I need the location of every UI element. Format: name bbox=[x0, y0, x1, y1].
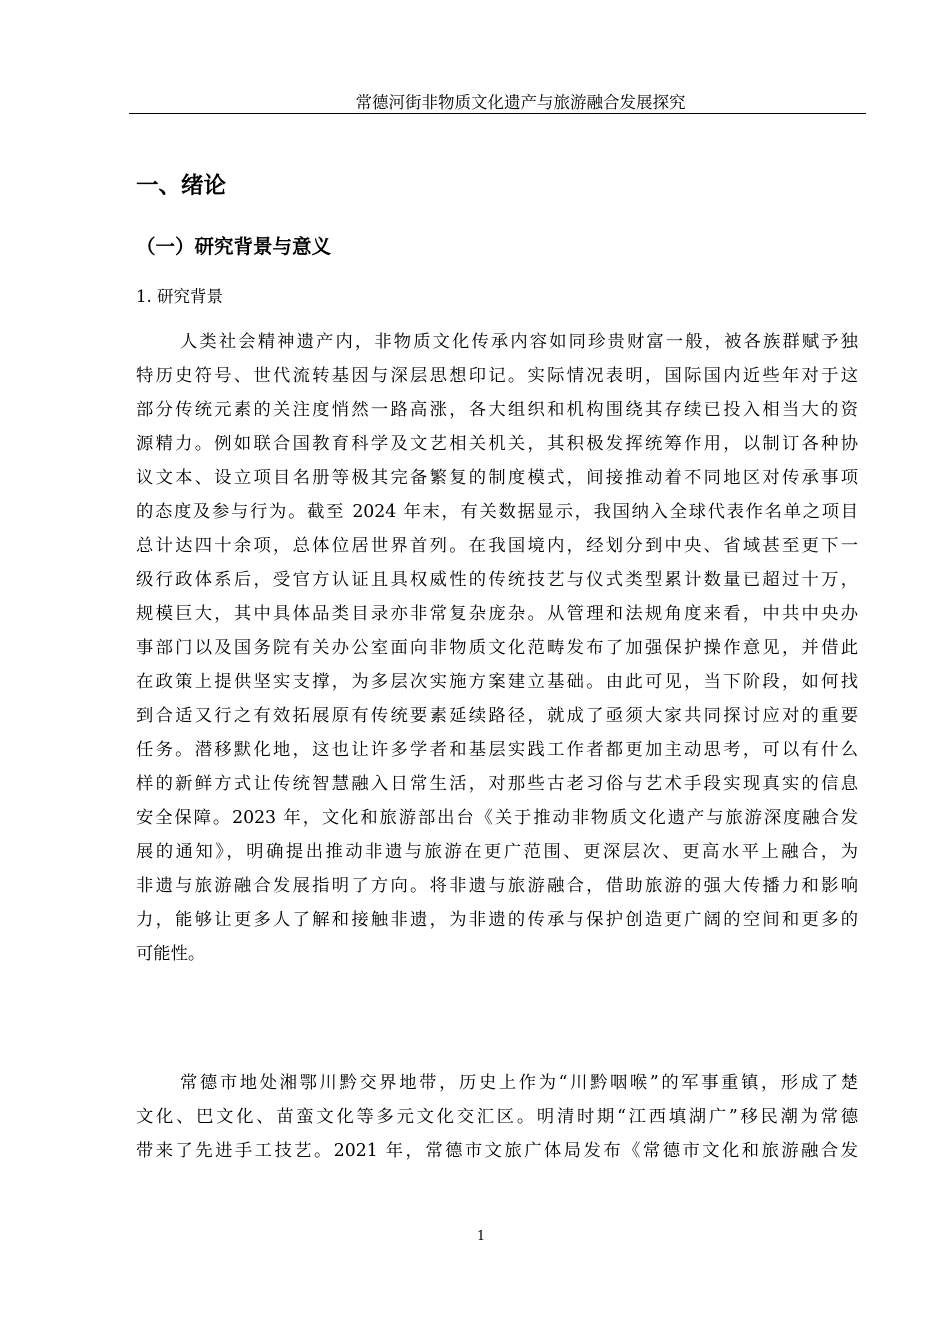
chapter-heading: 一、绪论 bbox=[136, 173, 227, 199]
paragraph-line: 事部门以及国务院有关办公室面向非物质文化范畴发布了加强保护操作意见，并借此 bbox=[136, 638, 858, 658]
paragraph-line: 非遗与旅游融合发展指明了方向。将非遗与旅游融合，借助旅游的强大传播力和影响 bbox=[136, 876, 858, 896]
paragraph-line: 人类社会精神遗产内，非物质文化传承内容如同珍贵财富一般，被各族群赋予独 bbox=[180, 332, 858, 352]
paragraph-line: 展的通知》，明确提出推动非遗与旅游在更广范围、更深层次、更高水平上融合，为 bbox=[136, 842, 858, 862]
section-heading: （一）研究背景与意义 bbox=[136, 235, 332, 258]
paragraph-line: 到合适又行之有效拓展原有传统要素延续路径，就成了亟须大家共同探讨应对的重要 bbox=[136, 706, 858, 726]
paragraph-line: 级行政体系后，受官方认证且具权威性的传统技艺与仪式类型累计数量已超过十万， bbox=[136, 570, 858, 590]
paragraph-line: 力，能够让更多人了解和接触非遗，为非遗的传承与保护创造更广阔的空间和更多的 bbox=[136, 910, 858, 930]
subsection-heading: 1. 研究背景 bbox=[136, 287, 223, 306]
page-number: 1 bbox=[476, 1229, 486, 1244]
paragraph-line: 常德市地处湘鄂川黔交界地带，历史上作为“川黔咽喉”的军事重镇，形成了楚 bbox=[180, 1073, 858, 1093]
paragraph-line: 规模巨大，其中具体品类目录亦非常复杂庞杂。从管理和法规角度来看，中共中央办 bbox=[136, 604, 858, 624]
paragraph-line: 安全保障。2023 年，文化和旅游部出台《关于推动非物质文化遗产与旅游深度融合发 bbox=[136, 808, 858, 828]
paragraph-line: 特历史符号、世代流转基因与深层思想印记。实际情况表明，国际国内近些年对于这 bbox=[136, 366, 858, 386]
paragraph-line: 源精力。例如联合国教育科学及文艺相关机关，其积极发挥统筹作用，以制订各种协 bbox=[136, 434, 858, 454]
running-header bbox=[129, 92, 866, 114]
paragraph-line: 的态度及参与行为。截至 2024 年末，有关数据显示，我国纳入全球代表作名单之项目 bbox=[136, 502, 858, 522]
paragraph-line: 可能性。 bbox=[136, 944, 206, 964]
paragraph-1 bbox=[136, 325, 858, 971]
paragraph-line: 在政策上提供坚实支撑，为多层次实施方案建立基础。由此可见，当下阶段，如何找 bbox=[136, 672, 858, 692]
paragraph-line: 任务。潜移默化地，这也让许多学者和基层实践工作者都更加主动思考，可以有什么 bbox=[136, 740, 858, 760]
paragraph-line: 带来了先进手工技艺。2021 年，常德市文旅广体局发布《常德市文化和旅游融合发 bbox=[136, 1141, 858, 1161]
paragraph-line: 议文本、设立项目名册等极其完备繁复的制度模式，间接推动着不同地区对传承事项 bbox=[136, 468, 858, 488]
running-header-title: 常德河街非物质文化遗产与旅游融合发展探究 bbox=[355, 93, 686, 112]
paragraph-line: 文化、巴文化、苗蛮文化等多元文化交汇区。明清时期“江西填湖广”移民潮为常德 bbox=[136, 1107, 858, 1127]
paragraph-line: 部分传统元素的关注度悄然一路高涨，各大组织和机构围绕其存续已投入相当大的资 bbox=[136, 400, 858, 420]
paragraph-line: 总计达四十余项，总体位居世界首列。在我国境内，经划分到中央、省域甚至更下一 bbox=[136, 536, 858, 556]
paragraph-line: 样的新鲜方式让传统智慧融入日常生活，对那些古老习俗与艺术手段实现真实的信息 bbox=[136, 774, 858, 794]
paragraph-2 bbox=[136, 1066, 858, 1168]
